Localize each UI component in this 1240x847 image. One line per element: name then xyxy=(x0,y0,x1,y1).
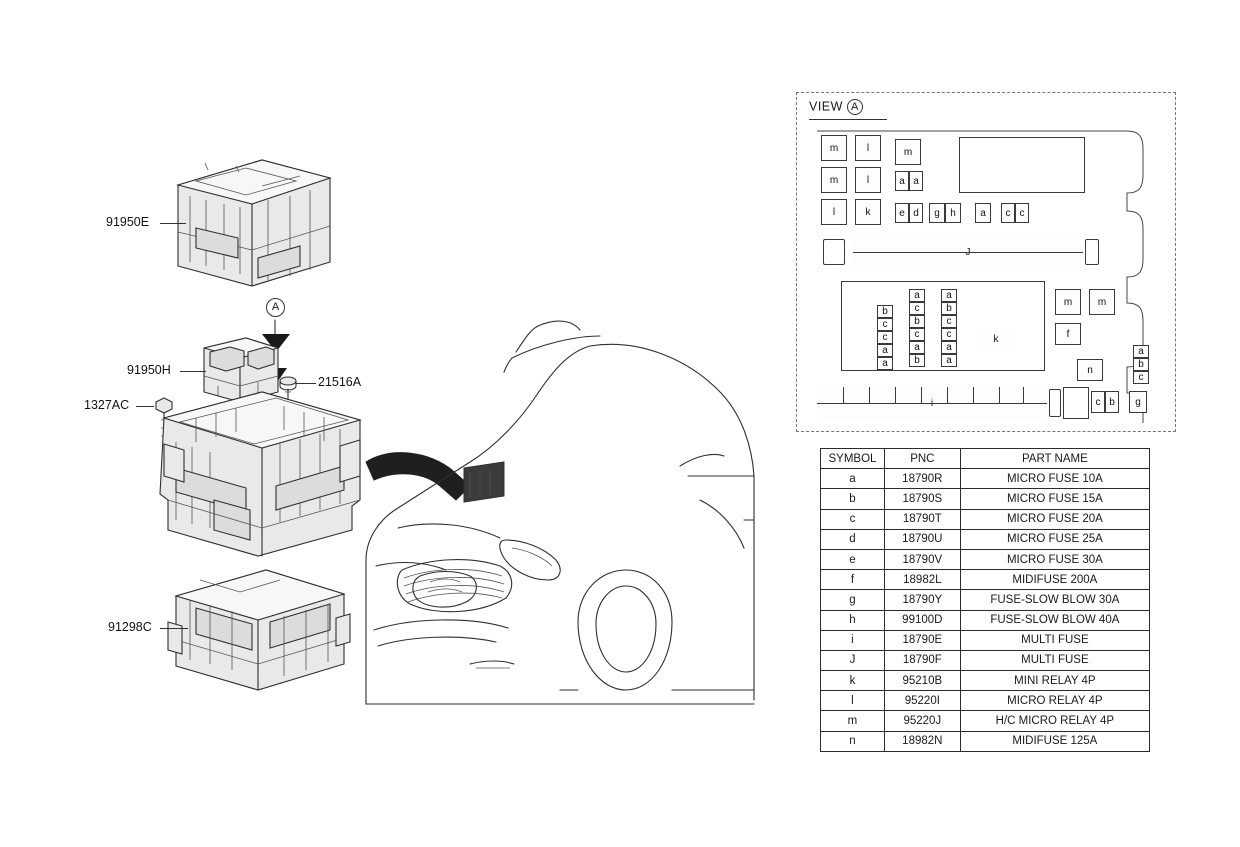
fuse-cell-a2: a xyxy=(909,171,923,191)
fuse-cell-d: d xyxy=(909,203,923,223)
legend-part-name: MIDIFUSE 125A xyxy=(960,731,1149,751)
legend-pnc: 18982L xyxy=(884,570,960,590)
legend-table xyxy=(820,448,1150,752)
screw-art xyxy=(280,377,296,500)
fuse-c3r3: c xyxy=(941,315,957,328)
leader-1327AC xyxy=(136,406,154,407)
legend-part-name: MICRO FUSE 15A xyxy=(960,489,1149,509)
legend-header-symbol: SYMBOL xyxy=(821,449,885,469)
legend-part-name: MULTI FUSE xyxy=(960,630,1149,650)
callout-91298C: 91298C xyxy=(108,620,152,634)
fuse-c3r4: c xyxy=(941,328,957,341)
legend-pnc: 18790E xyxy=(884,630,960,650)
legend-symbol: i xyxy=(821,630,885,650)
legend-symbol: m xyxy=(821,711,885,731)
legend-pnc: 18790Y xyxy=(884,590,960,610)
legend-pnc: 18790S xyxy=(884,489,960,509)
relay-cell-m1: m xyxy=(821,135,847,161)
legend-pnc: 18790F xyxy=(884,650,960,670)
fuse-cell-h: h xyxy=(945,203,961,223)
legend-part-name: MICRO FUSE 25A xyxy=(960,529,1149,549)
fuse-bottom-b: b xyxy=(1105,391,1119,413)
legend-part-name: MICRO FUSE 30A xyxy=(960,549,1149,569)
relay-cell-k2: k xyxy=(983,329,1009,349)
leader-91950E xyxy=(160,223,186,224)
legend-symbol: d xyxy=(821,529,885,549)
table-row xyxy=(821,529,1150,549)
harness-art xyxy=(366,453,504,502)
multifuse-i-divider xyxy=(817,403,1047,404)
table-row xyxy=(821,590,1150,610)
callout-91950H: 91950H xyxy=(127,363,171,377)
legend-symbol: g xyxy=(821,590,885,610)
table-row xyxy=(821,509,1150,529)
relay-cell-l3: l xyxy=(821,199,847,225)
relay-cell-m3: m xyxy=(821,167,847,193)
table-row xyxy=(821,549,1150,569)
table-row xyxy=(821,630,1150,650)
midifuse-cell-n: n xyxy=(1077,359,1103,381)
relay-cell-k1: k xyxy=(855,199,881,225)
legend-symbol: J xyxy=(821,650,885,670)
section-marker-a: A xyxy=(266,298,285,317)
relay-block-art xyxy=(204,338,278,402)
legend-symbol: b xyxy=(821,489,885,509)
vehicle-outline xyxy=(366,321,754,704)
fuse-c2r5: a xyxy=(909,341,925,354)
blank-module-top xyxy=(959,137,1085,193)
relay-cell-l1: l xyxy=(855,135,881,161)
table-row xyxy=(821,469,1150,489)
legend-header-partname: PART NAME xyxy=(960,449,1149,469)
fuse-cell-c1: c xyxy=(1001,203,1015,223)
callout-21516A: 21516A xyxy=(318,375,362,389)
callout-1327AC: 1327AC xyxy=(84,398,130,412)
fuse-cell-a1: a xyxy=(895,171,909,191)
legend-symbol: c xyxy=(821,509,885,529)
multifuse-i-tab xyxy=(1049,389,1061,417)
legend-pnc: 95220I xyxy=(884,691,960,711)
legend-pnc: 95210B xyxy=(884,671,960,691)
fuse-c1r2: c xyxy=(877,318,893,331)
legend-part-name: MIDIFUSE 200A xyxy=(960,570,1149,590)
fuse-c2r2: c xyxy=(909,302,925,315)
relay-cell-m4: m xyxy=(1055,289,1081,315)
fuse-c1r4: a xyxy=(877,344,893,357)
view-a-marker: A xyxy=(847,99,863,115)
fuse-cell-g: g xyxy=(929,203,945,223)
legend-pnc: 18790T xyxy=(884,509,960,529)
legend-part-name: MICRO FUSE 10A xyxy=(960,469,1149,489)
legend-pnc: 95220J xyxy=(884,711,960,731)
fuse-c2r4: c xyxy=(909,328,925,341)
legend-symbol: h xyxy=(821,610,885,630)
table-row xyxy=(821,671,1150,691)
table-row xyxy=(821,570,1150,590)
fuse-cell-c2: c xyxy=(1015,203,1029,223)
legend-pnc: 18982N xyxy=(884,731,960,751)
fuse-c3r2: b xyxy=(941,302,957,315)
fuse-c1r3: c xyxy=(877,331,893,344)
view-a-panel xyxy=(796,92,1176,432)
legend-part-name: MICRO FUSE 20A xyxy=(960,509,1149,529)
legend-header-row xyxy=(821,449,1150,469)
relay-cell-l2: l xyxy=(855,167,881,193)
multifuse-j-divider xyxy=(853,252,1083,253)
fuse-box-cover-art xyxy=(178,160,330,286)
table-row xyxy=(821,650,1150,670)
leader-21516A xyxy=(296,383,316,384)
legend-part-name: MINI RELAY 4P xyxy=(960,671,1149,691)
fuse-cell-e: e xyxy=(895,203,909,223)
table-row xyxy=(821,610,1150,630)
legend-pnc: 18790R xyxy=(884,469,960,489)
multifuse-j-tab-right xyxy=(1085,239,1099,265)
fuse-right-b: b xyxy=(1133,358,1149,371)
legend-pnc: 99100D xyxy=(884,610,960,630)
legend-symbol: l xyxy=(821,691,885,711)
legend-part-name: H/C MICRO RELAY 4P xyxy=(960,711,1149,731)
view-a-title: VIEW xyxy=(809,99,843,114)
relay-cell-m5: m xyxy=(1089,289,1115,315)
table-row xyxy=(821,489,1150,509)
legend-part-name: MICRO RELAY 4P xyxy=(960,691,1149,711)
multifuse-j-tab-left xyxy=(823,239,845,265)
legend-pnc: 18790V xyxy=(884,549,960,569)
midifuse-cell-f: f xyxy=(1055,323,1081,345)
fuse-right-a: a xyxy=(1133,345,1149,358)
fuse-c2r1: a xyxy=(909,289,925,302)
fuse-c2r3: b xyxy=(909,315,925,328)
lower-tray-art xyxy=(168,570,350,690)
bottom-block-1 xyxy=(1063,387,1089,419)
legend-symbol: k xyxy=(821,671,885,691)
fuse-cell-a3: a xyxy=(975,203,991,223)
fuse-c3r1: a xyxy=(941,289,957,302)
relay-cell-m2: m xyxy=(895,139,921,165)
fuse-c1r5: a xyxy=(877,357,893,370)
fuse-c2r6: b xyxy=(909,354,925,367)
callout-91950E: 91950E xyxy=(106,215,150,229)
legend-pnc: 18790U xyxy=(884,529,960,549)
section-arrow xyxy=(262,320,290,384)
fuse-c1r1: b xyxy=(877,305,893,318)
legend-header-pnc: PNC xyxy=(884,449,960,469)
legend-symbol: a xyxy=(821,469,885,489)
table-row xyxy=(821,691,1150,711)
legend-part-name: MULTI FUSE xyxy=(960,650,1149,670)
fuse-right-c: c xyxy=(1133,371,1149,384)
nut-art xyxy=(156,398,172,448)
legend-symbol: f xyxy=(821,570,885,590)
legend-symbol: e xyxy=(821,549,885,569)
legend-part-name: FUSE-SLOW BLOW 30A xyxy=(960,590,1149,610)
fuse-c3r5: a xyxy=(941,341,957,354)
leader-91950H xyxy=(180,371,206,372)
legend-symbol: n xyxy=(821,731,885,751)
leader-91298C xyxy=(160,628,188,629)
table-row xyxy=(821,731,1150,751)
fuse-c3r6: a xyxy=(941,354,957,367)
table-row xyxy=(821,711,1150,731)
junction-box-art xyxy=(160,392,360,556)
legend-part-name: FUSE-SLOW BLOW 40A xyxy=(960,610,1149,630)
fuse-bottom-g: g xyxy=(1129,391,1147,413)
fuse-bottom-c: c xyxy=(1091,391,1105,413)
